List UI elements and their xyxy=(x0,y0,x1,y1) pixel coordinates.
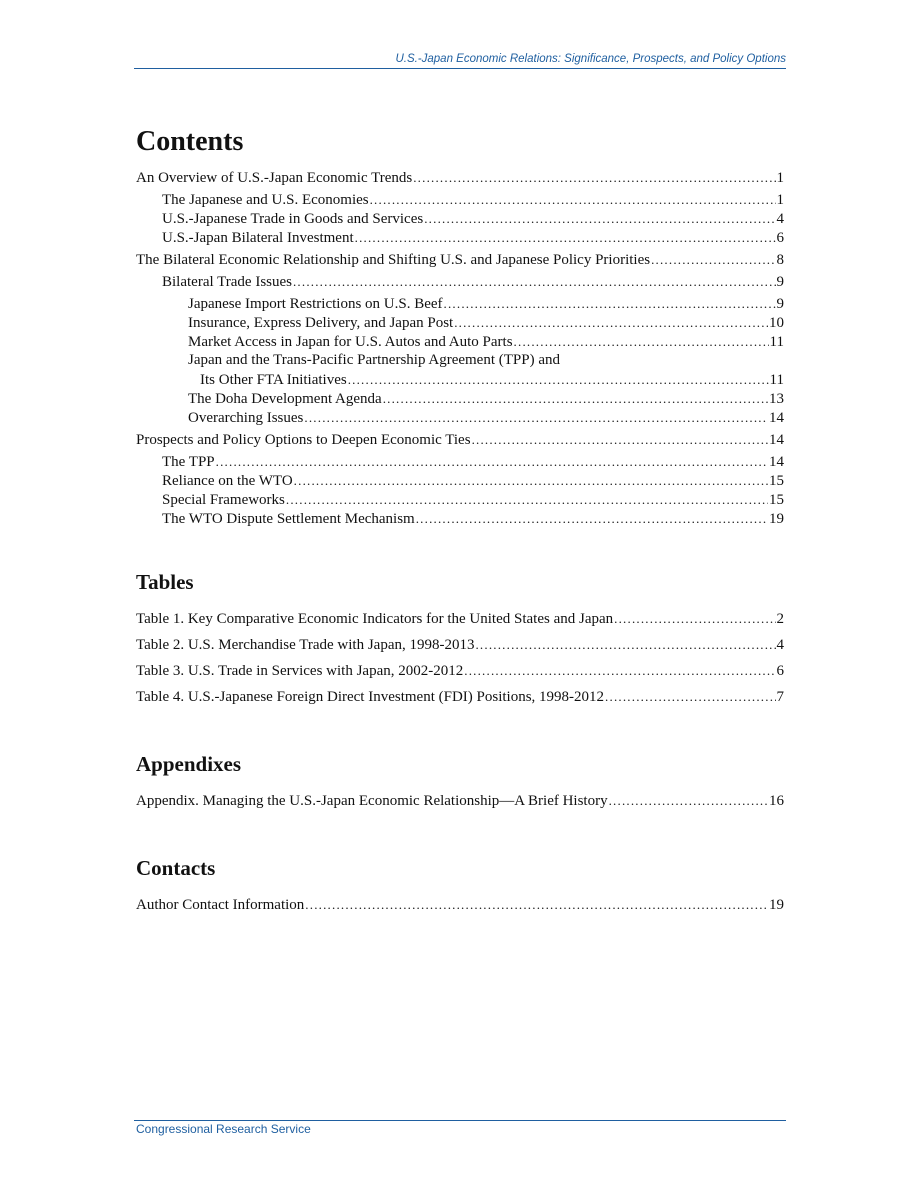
toc-entry[interactable] xyxy=(136,509,784,528)
toc-entry-page: 19 xyxy=(769,511,784,527)
toc-entry[interactable] xyxy=(136,471,784,490)
dot-leader xyxy=(293,272,776,291)
toc-entry-title-continued: Its Other FTA Initiatives xyxy=(200,372,347,388)
toc-entry[interactable] xyxy=(136,490,784,509)
contact-entry-title: Author Contact Information xyxy=(136,897,305,913)
table-list-entry[interactable] xyxy=(136,684,784,710)
appendix-list-entry[interactable] xyxy=(136,788,784,814)
toc-entry-page: 15 xyxy=(769,473,784,489)
contents-list xyxy=(136,168,784,528)
toc-entry-page: 10 xyxy=(769,315,784,331)
toc-entry[interactable] xyxy=(136,313,784,332)
appendixes-section xyxy=(136,750,784,814)
toc-entry-title: Insurance, Express Delivery, and Japan Post xyxy=(188,315,454,331)
table-entry-title: Table 4. U.S.-Japanese Foreign Direct Investment (FDI) Positions, 1998-2012 xyxy=(136,689,605,705)
toc-entry-title: U.S.-Japanese Trade in Goods and Services xyxy=(162,211,424,227)
dot-leader xyxy=(605,684,775,710)
contacts-section xyxy=(136,854,784,918)
toc-entry-title-line[interactable]: Japan and the Trans-Pacific Partnership Agreement (TPP) and xyxy=(188,352,561,368)
dot-leader xyxy=(475,632,775,658)
dot-leader xyxy=(416,509,768,528)
tables-section xyxy=(136,568,784,710)
toc-entry[interactable] xyxy=(136,408,784,427)
dot-leader xyxy=(472,430,768,449)
toc-entry-title: An Overview of U.S.-Japan Economic Trends xyxy=(136,170,413,186)
dot-leader xyxy=(413,168,775,187)
toc-page-body xyxy=(136,122,784,918)
toc-entry-title: U.S.-Japan Bilateral Investment xyxy=(162,230,354,246)
toc-entry[interactable] xyxy=(136,190,784,209)
toc-entry-page: 14 xyxy=(769,454,784,470)
appendixes-list xyxy=(136,788,784,814)
appendix-entry-page: 16 xyxy=(769,793,784,809)
toc-entry-page: 9 xyxy=(776,296,784,312)
toc-entry[interactable] xyxy=(136,370,784,389)
toc-entry-title: Market Access in Japan for U.S. Autos and Auto Parts xyxy=(188,334,513,350)
header-rule xyxy=(134,68,786,69)
dot-leader xyxy=(383,389,768,408)
table-entry-title: Table 2. U.S. Merchandise Trade with Japan, 1998-2013 xyxy=(136,637,475,653)
running-footer-source: Congressional Research Service xyxy=(136,1122,311,1136)
toc-entry[interactable] xyxy=(136,209,784,228)
contact-entry-page: 19 xyxy=(769,897,784,913)
toc-entry-page: 13 xyxy=(769,391,784,407)
toc-entry-page: 8 xyxy=(776,252,784,268)
toc-entry[interactable] xyxy=(136,389,784,408)
toc-entry-title: The Japanese and U.S. Economies xyxy=(162,192,369,208)
appendixes-heading: Appendixes xyxy=(136,752,242,776)
dot-leader xyxy=(651,250,775,269)
footer-rule xyxy=(134,1120,786,1121)
dot-leader xyxy=(444,294,776,313)
toc-entry-title: The WTO Dispute Settlement Mechanism xyxy=(162,511,415,527)
toc-entry-page: 14 xyxy=(769,410,784,426)
toc-entry[interactable] xyxy=(136,228,784,247)
toc-entry-title: Reliance on the WTO xyxy=(162,473,293,489)
dot-leader xyxy=(294,471,768,490)
dot-leader xyxy=(304,408,768,427)
contents-heading: Contents xyxy=(136,126,244,157)
dot-leader xyxy=(216,452,768,471)
toc-entry-page: 1 xyxy=(776,192,784,208)
toc-entry-title: The Bilateral Economic Relationship and Shifting U.S. and Japanese Policy Priorities xyxy=(136,252,651,268)
contact-list-entry[interactable] xyxy=(136,892,784,918)
tables-heading: Tables xyxy=(136,570,194,594)
dot-leader xyxy=(286,490,768,509)
appendix-entry-title: Appendix. Managing the U.S.-Japan Economic Relationship—A Brief History xyxy=(136,793,608,809)
table-entry-page: 4 xyxy=(776,637,784,653)
table-entry-page: 2 xyxy=(776,611,784,627)
tables-list xyxy=(136,606,784,710)
toc-entry-title: The TPP xyxy=(162,454,215,470)
toc-entry[interactable] xyxy=(136,332,784,351)
dot-leader xyxy=(514,332,769,351)
toc-entry[interactable] xyxy=(136,294,784,313)
dot-leader xyxy=(348,370,769,389)
toc-entry-title: Prospects and Policy Options to Deepen Economic Ties xyxy=(136,432,471,448)
dot-leader xyxy=(305,892,768,918)
dot-leader xyxy=(370,190,776,209)
contacts-list xyxy=(136,892,784,918)
table-list-entry[interactable] xyxy=(136,632,784,658)
table-list-entry[interactable] xyxy=(136,658,784,684)
dot-leader xyxy=(609,788,768,814)
dot-leader xyxy=(614,606,775,632)
toc-entry-page: 14 xyxy=(769,432,784,448)
toc-entry[interactable] xyxy=(136,250,784,269)
contacts-heading: Contacts xyxy=(136,856,216,880)
toc-entry[interactable] xyxy=(136,452,784,471)
toc-entry-page: 9 xyxy=(776,274,784,290)
toc-entry-page: 11 xyxy=(769,372,784,388)
dot-leader xyxy=(424,209,775,228)
dot-leader xyxy=(355,228,776,247)
table-entry-page: 7 xyxy=(776,689,784,705)
toc-entry-title: Bilateral Trade Issues xyxy=(162,274,292,290)
toc-entry-page: 15 xyxy=(769,492,784,508)
dot-leader xyxy=(464,658,775,684)
toc-entry-page: 6 xyxy=(776,230,784,246)
table-entry-title: Table 3. U.S. Trade in Services with Japan, 2002-2012 xyxy=(136,663,464,679)
toc-entry-page: 11 xyxy=(769,334,784,350)
table-list-entry[interactable] xyxy=(136,606,784,632)
toc-entry-title: Overarching Issues xyxy=(188,410,304,426)
toc-entry[interactable] xyxy=(136,272,784,291)
dot-leader xyxy=(454,313,768,332)
toc-entry[interactable] xyxy=(136,430,784,449)
toc-entry-title: The Doha Development Agenda xyxy=(188,391,382,407)
toc-entry-page: 4 xyxy=(776,211,784,227)
toc-entry[interactable] xyxy=(136,168,784,187)
table-entry-page: 6 xyxy=(776,663,784,679)
table-entry-title: Table 1. Key Comparative Economic Indicators for the United States and Japan xyxy=(136,611,614,627)
toc-entry-title: Special Frameworks xyxy=(162,492,285,508)
toc-entry-page: 1 xyxy=(776,170,784,186)
running-header-title: U.S.-Japan Economic Relations: Significance, Prospects, and Policy Options xyxy=(395,53,786,65)
toc-entry-title: Japanese Import Restrictions on U.S. Beef xyxy=(188,296,443,312)
